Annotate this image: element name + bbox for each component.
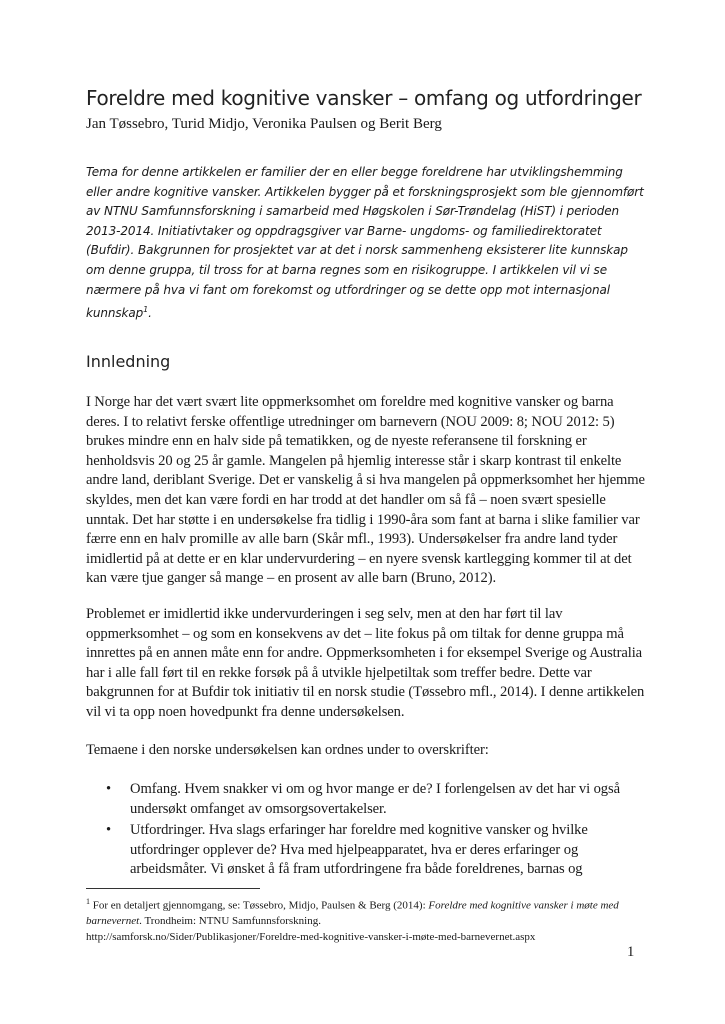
footnote-url-link[interactable]: http://samforsk.no/Sider/Publikasjoner/Foreldre-med-kognitive-vansker-i-møte-med-barnevernet.aspx (86, 930, 536, 943)
list-item (86, 780, 646, 819)
footnote-title: Foreldre med kognitive vansker i møte med barnevernet (86, 899, 619, 928)
section-heading: Innledning (86, 352, 171, 371)
footnote-prefix: For en detaljert gjennomgang, se: Tøssebro, Midjo, Paulsen & Berg (2014): (90, 899, 429, 912)
author-line: Jan Tøssebro, Turid Midjo, Veronika Paulsen og Berit Berg (86, 116, 442, 132)
article-title: Foreldre med kognitive vansker – omfang og utfordringer (86, 86, 642, 110)
footnote-reference[interactable]: 1 (143, 305, 149, 315)
list-item-text: Omfang. Hvem snakker vi om og hvor mange er de? I forlengelsen av det har vi også undersøkt omfanget av omsorgsovertakelser. (130, 781, 620, 817)
bullet-icon: • (106, 822, 112, 839)
bullet-list (86, 780, 646, 882)
abstract-end: . (148, 306, 152, 321)
paragraph: I Norge har det vært svært lite oppmerksomhet om foreldre med kognitive vansker og barna deres. I to relativt ferske offentlige utredninger om barnevern (NOU 2009: 8; NOU 2012: 5) brukes mindre enn en halv side på tematikken, og de nyeste referansene til forskning er henholdsvis 20 og 25 år gamle. Mangelen på hjemlig interesse står i skarp kontrast til enkelte andre land, deriblant Sverige. Det er vanskelig å si hva mangelen på oppmerksomhet her hjemme skyldes, men det kan være fordi en har trodd at det handler om så få – noen svært spesielle unntak. Det har støtte i en undersøkelse fra tidlig i 1990-åra som fant at barna i slike familier var færre enn en halv promille av alle barn (Skår mfl., 1993). Undersøkelser fra andre land tyder imidlertid på at dette er en klar undervurdering – en nyere svensk kartlegging kommer til at det kan være tjue ganger så mange – en prosent av alle barn (Bruno, 2012). (86, 394, 645, 587)
abstract (86, 163, 646, 324)
footnote-number: 1 (86, 897, 90, 906)
bullet-icon: • (106, 781, 112, 797)
list-item-text: Utfordringer. Hva slags erfaringer har foreldre med kognitive vansker og hvilke utfordringer opplever de? Hva med hjelpeapparatet, hva er deres erfaringer og arbeidsmåter. Vi ønsket å få fram utfordringene fra både foreldrenes, barnas og (130, 822, 588, 878)
footnote (86, 894, 646, 945)
footnote-divider (86, 888, 260, 889)
paragraph: Problemet er imidlertid ikke undervurderingen i seg selv, men at den har ført til lav oppmerksomhet – og som en konsekvens av det – lite fokus på om tiltak for denne gruppa må innrettes på en annen måte enn for andre. Oppmerksomheten i for eksempel Sverige og Australia har i alle fall ført til en rekke forsøk på å utvikle hjelpetiltak som treffer bedre. Dette var bakgrunnen for at Bufdir tok initiativ til en norsk studie (Tøssebro mfl., 2014). I denne artikkelen vil vi ta opp noen hovedpunkt fra denne undersøkelsen. (86, 606, 645, 720)
list-item (86, 821, 646, 880)
page-number: 1 (627, 944, 635, 960)
abstract-text: Tema for denne artikkelen er familier der en eller begge foreldrene har utviklingshemming eller andre kognitive vansker. Artikkelen bygger på et forskningsprosjekt som ble gjennomført av NTNU Samfunnsforskning i samarbeid med Høgskolen i Sør-Trøndelag (HiST) i perioden 2013-2014. Initiativtaker og oppdragsgiver var Barne- ungdoms- og familiedirektoratet (Bufdir). Bakgrunnen for prosjektet var at det i norsk sammenheng eksisterer lite kunnskap om denne gruppa, til tross for at barna regnes som en risikogruppe. I artikkelen vil vi se nærmere på hva vi fant om forekomst og utfordringer og se dette opp mot internasjonal kunnskap (86, 165, 644, 321)
paragraph: Temaene i den norske undersøkelsen kan ordnes under to overskrifter: (86, 742, 489, 758)
footnote-suffix: . Trondheim: NTNU Samfunnsforskning. (139, 915, 321, 928)
